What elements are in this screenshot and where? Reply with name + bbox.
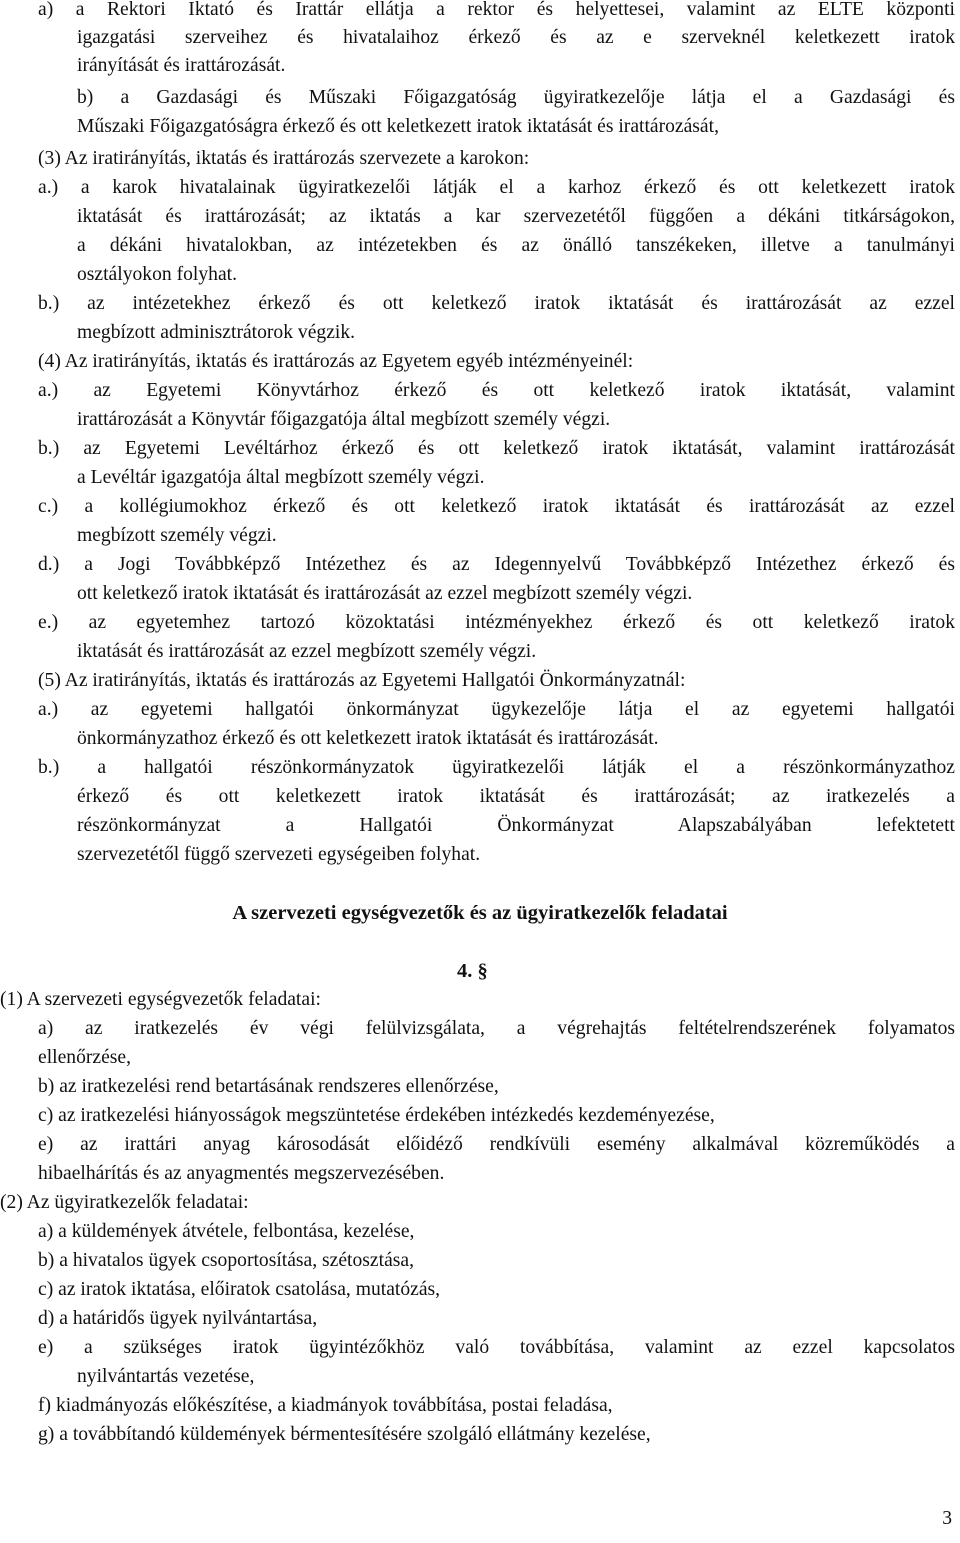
text-line: b.) az intézetekhez érkező és ott keletkező iratok iktatását és irattározását az ezzel — [38, 293, 955, 314]
chapter-title: A szervezeti egységvezetők és az ügyiratkezelők feladatai — [232, 902, 728, 924]
text-line: a) a Rektori Iktató és Irattár ellátja a rektor és helyettesei, valamint az ELTE központi — [38, 0, 955, 20]
list-item: e) a szükséges iratok ügyintézőkhöz való továbbítása, valamint az ezzel kapcsolatos — [38, 1337, 955, 1358]
text-line: c) az iratkezelési hiányosságok megszüntetése érdekében intézkedés kezdeményezése, — [38, 1105, 715, 1126]
text-line: hibaelhárítás és az anyagmentés megszervezésében. — [38, 1163, 445, 1184]
section-heading: (2) Az ügyiratkezelők feladatai: — [0, 1192, 249, 1213]
section-heading: (3) Az iratirányítás, iktatás és irattározás szervezete a karokon: — [38, 148, 530, 169]
text-line: részönkormányzat a Hallgatói Önkormányzat Alapszabályában lefektetett — [77, 815, 955, 836]
text-line: b) az iratkezelési rend betartásának rendszeres ellenőrzése, — [38, 1076, 499, 1097]
text-line: d.) a Jogi Továbbképző Intézethez és az Idegennyelvű Továbbképző Intézethez érkező és — [38, 554, 955, 575]
text-line: Műszaki Főigazgatóságra érkező és ott keletkezett iratok iktatását és irattározását, — [77, 116, 719, 137]
text-line: e) az irattári anyag károsodását előidéző rendkívüli esemény alkalmával közreműködés a — [38, 1134, 955, 1155]
list-item: g) a továbbítandó küldemények bérmentesítésére szolgáló ellátmány kezelése, — [38, 1424, 651, 1445]
text-line: a.) az egyetemi hallgatói önkormányzat ügykezelője látja el az egyetemi hallgatói — [38, 699, 955, 720]
text-line: b) a Gazdasági és Műszaki Főigazgatóság ügyiratkezelője látja el a Gazdasági és — [77, 87, 955, 108]
list-item: f) kiadmányozás előkészítése, a kiadmányok továbbítása, postai feladása, — [38, 1395, 613, 1416]
text-line: osztályokon folyhat. — [77, 264, 237, 285]
text-line: szervezetétől függő szervezeti egységeiben folyhat. — [77, 844, 481, 865]
text-line: megbízott személy végzi. — [77, 525, 277, 546]
text-line: irányítását és irattározását. — [77, 55, 286, 76]
text-line: iktatását és irattározását; az iktatás a kar szervezetétől függően a dékáni titkárságokon, — [77, 206, 955, 227]
paragraph-number: 4. § — [457, 960, 488, 982]
list-item: b) a hivatalos ügyek csoportosítása, szétosztása, — [38, 1250, 414, 1271]
text-line: c.) a kollégiumokhoz érkező és ott keletkező iratok iktatását és irattározását az ezzel — [38, 496, 955, 517]
text-line: iktatását és irattározását az ezzel megbízott személy végzi. — [77, 641, 537, 662]
text-line: ellenőrzése, — [38, 1047, 132, 1068]
text-line: ott keletkező iratok iktatását és irattározását az ezzel megbízott személy végzi. — [77, 583, 693, 604]
text-line: b.) a hallgatói részönkormányzatok ügyiratkezelői látják el a részönkormányzathoz — [38, 757, 955, 778]
text-line: önkormányzathoz érkező és ott keletkezett iratok iktatását és irattározását. — [77, 728, 659, 749]
text-line: a dékáni hivatalokban, az intézetekben és az önálló tanszékeken, illetve a tanulmányi — [77, 235, 955, 256]
list-item: d) a határidős ügyek nyilvántartása, — [38, 1308, 318, 1329]
text-line: a.) a karok hivatalainak ügyiratkezelői látják el a karhoz érkező és ott keletkezett iratok — [38, 177, 955, 198]
section-heading: (5) Az iratirányítás, iktatás és irattározás az Egyetemi Hallgatói Önkormányzatnál: — [38, 670, 686, 691]
section-heading: (4) Az iratirányítás, iktatás és irattározás az Egyetem egyéb intézményeinél: — [38, 351, 634, 372]
page-number: 3 — [942, 1508, 952, 1529]
text-line: igazgatási szerveihez és hivatalaihoz érkező és az e szerveknél keletkezett iratok — [77, 27, 955, 48]
list-item: a) a küldemények átvétele, felbontása, kezelése, — [38, 1221, 415, 1242]
list-item: c) az iratok iktatása, előiratok csatolása, mutatózás, — [38, 1279, 441, 1300]
text-line: megbízott adminisztrátorok végzik. — [77, 322, 356, 343]
text-line: e.) az egyetemhez tartozó közoktatási intézményekhez érkező és ott keletkező iratok — [38, 612, 955, 633]
text-line: nyilvántartás vezetése, — [77, 1366, 255, 1387]
text-line: irattározását a Könyvtár főigazgatója által megbízott személy végzi. — [77, 409, 611, 430]
text-line: b.) az Egyetemi Levéltárhoz érkező és ott keletkező iratok iktatását, valamint irattározását — [38, 438, 955, 459]
section-heading: (1) A szervezeti egységvezetők feladatai: — [0, 989, 321, 1010]
text-line: érkező és ott keletkezett iratok iktatását és irattározását; az iratkezelés a — [77, 786, 955, 807]
text-line: a Levéltár igazgatója által megbízott személy végzi. — [77, 467, 485, 488]
text-line: a) az iratkezelés év végi felülvizsgálata, a végrehajtás feltételrendszerének folyamatos — [38, 1018, 955, 1039]
text-line: a.) az Egyetemi Könyvtárhoz érkező és ott keletkező iratok iktatását, valamint — [38, 380, 955, 401]
